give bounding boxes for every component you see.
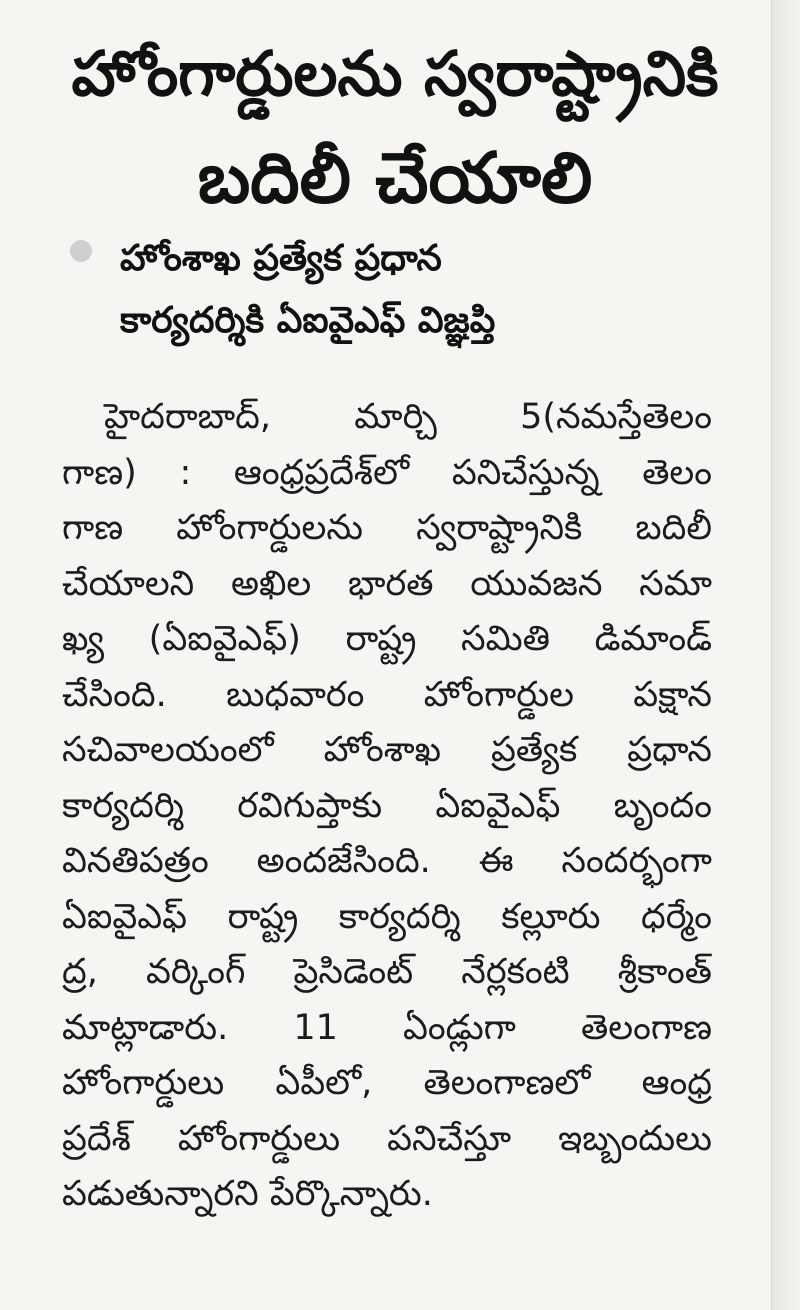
subheading-line: హోంశాఖ ప్రత్యేక ప్రధాన — [120, 238, 442, 279]
body-line: మాట్లాడారు. 11 ఏండ్లుగా తెలంగాణ — [62, 1007, 712, 1048]
body-line: హైదరాబాద్, మార్చి 5(నమస్తేతెలం — [104, 397, 712, 437]
body-line: కార్యదర్శి రవిగుప్తాకు ఏఐవైఎఫ్ బృందం — [62, 785, 712, 826]
headline — [40, 22, 750, 230]
bullet-icon — [70, 240, 92, 262]
body-line: వినతిపత్రం అందజేసింది. ఈ సందర్భంగా — [62, 841, 712, 881]
headline-line: బదిలీ చేయాలి — [197, 137, 593, 219]
page-edge — [771, 0, 800, 1310]
body-line: సచివాలయంలో హోంశాఖ ప్రత్యేక ప్రధాన — [62, 730, 712, 770]
body-line: చేసింది. బుధవారం హోంగార్డుల పక్షాన — [62, 674, 712, 715]
body-line: హోంగార్డులు ఏపీలో, తెలంగాణలో ఆంధ్ర — [62, 1063, 712, 1103]
body-line: ద్ర, వర్కింగ్ ప్రెసిడెంట్ నేర్లకంటి శ్రీకాంత్ — [62, 952, 712, 992]
body-line: ఏఐవైఎఫ్ రాష్ట్ర కార్యదర్శి కల్లూరు ధర్మేం — [62, 896, 712, 937]
body-line: గాణ) : ఆంధ్రప్రదేశ్‌లో పనిచేస్తున్న తెలం — [62, 452, 712, 493]
body-line: చేయాలని అఖిల భారత యువజన సమా — [62, 563, 712, 604]
body-line: పడుతున్నారని పేర్కొన్నారు. — [62, 1174, 433, 1214]
article-body — [62, 390, 712, 1223]
headline-line: హోంగార్డులను స్వరాష్ట్రానికి — [71, 37, 719, 110]
subheading — [70, 228, 710, 352]
body-line: ఖ్య (ఏఐవైఎఫ్) రాష్ట్ర సమితి డిమాండ్ — [62, 619, 712, 659]
body-line: గాణ హోంగార్డులను స్వరాష్ట్రానికి బదిలీ — [62, 508, 712, 548]
body-line: ప్రదేశ్ హోంగార్డులు పనిచేస్తూ ఇబ్బందులు — [62, 1118, 712, 1159]
subheading-line: కార్యదర్శికి ఏఐవైఎఫ్ విజ్ఞప్తి — [120, 300, 496, 341]
